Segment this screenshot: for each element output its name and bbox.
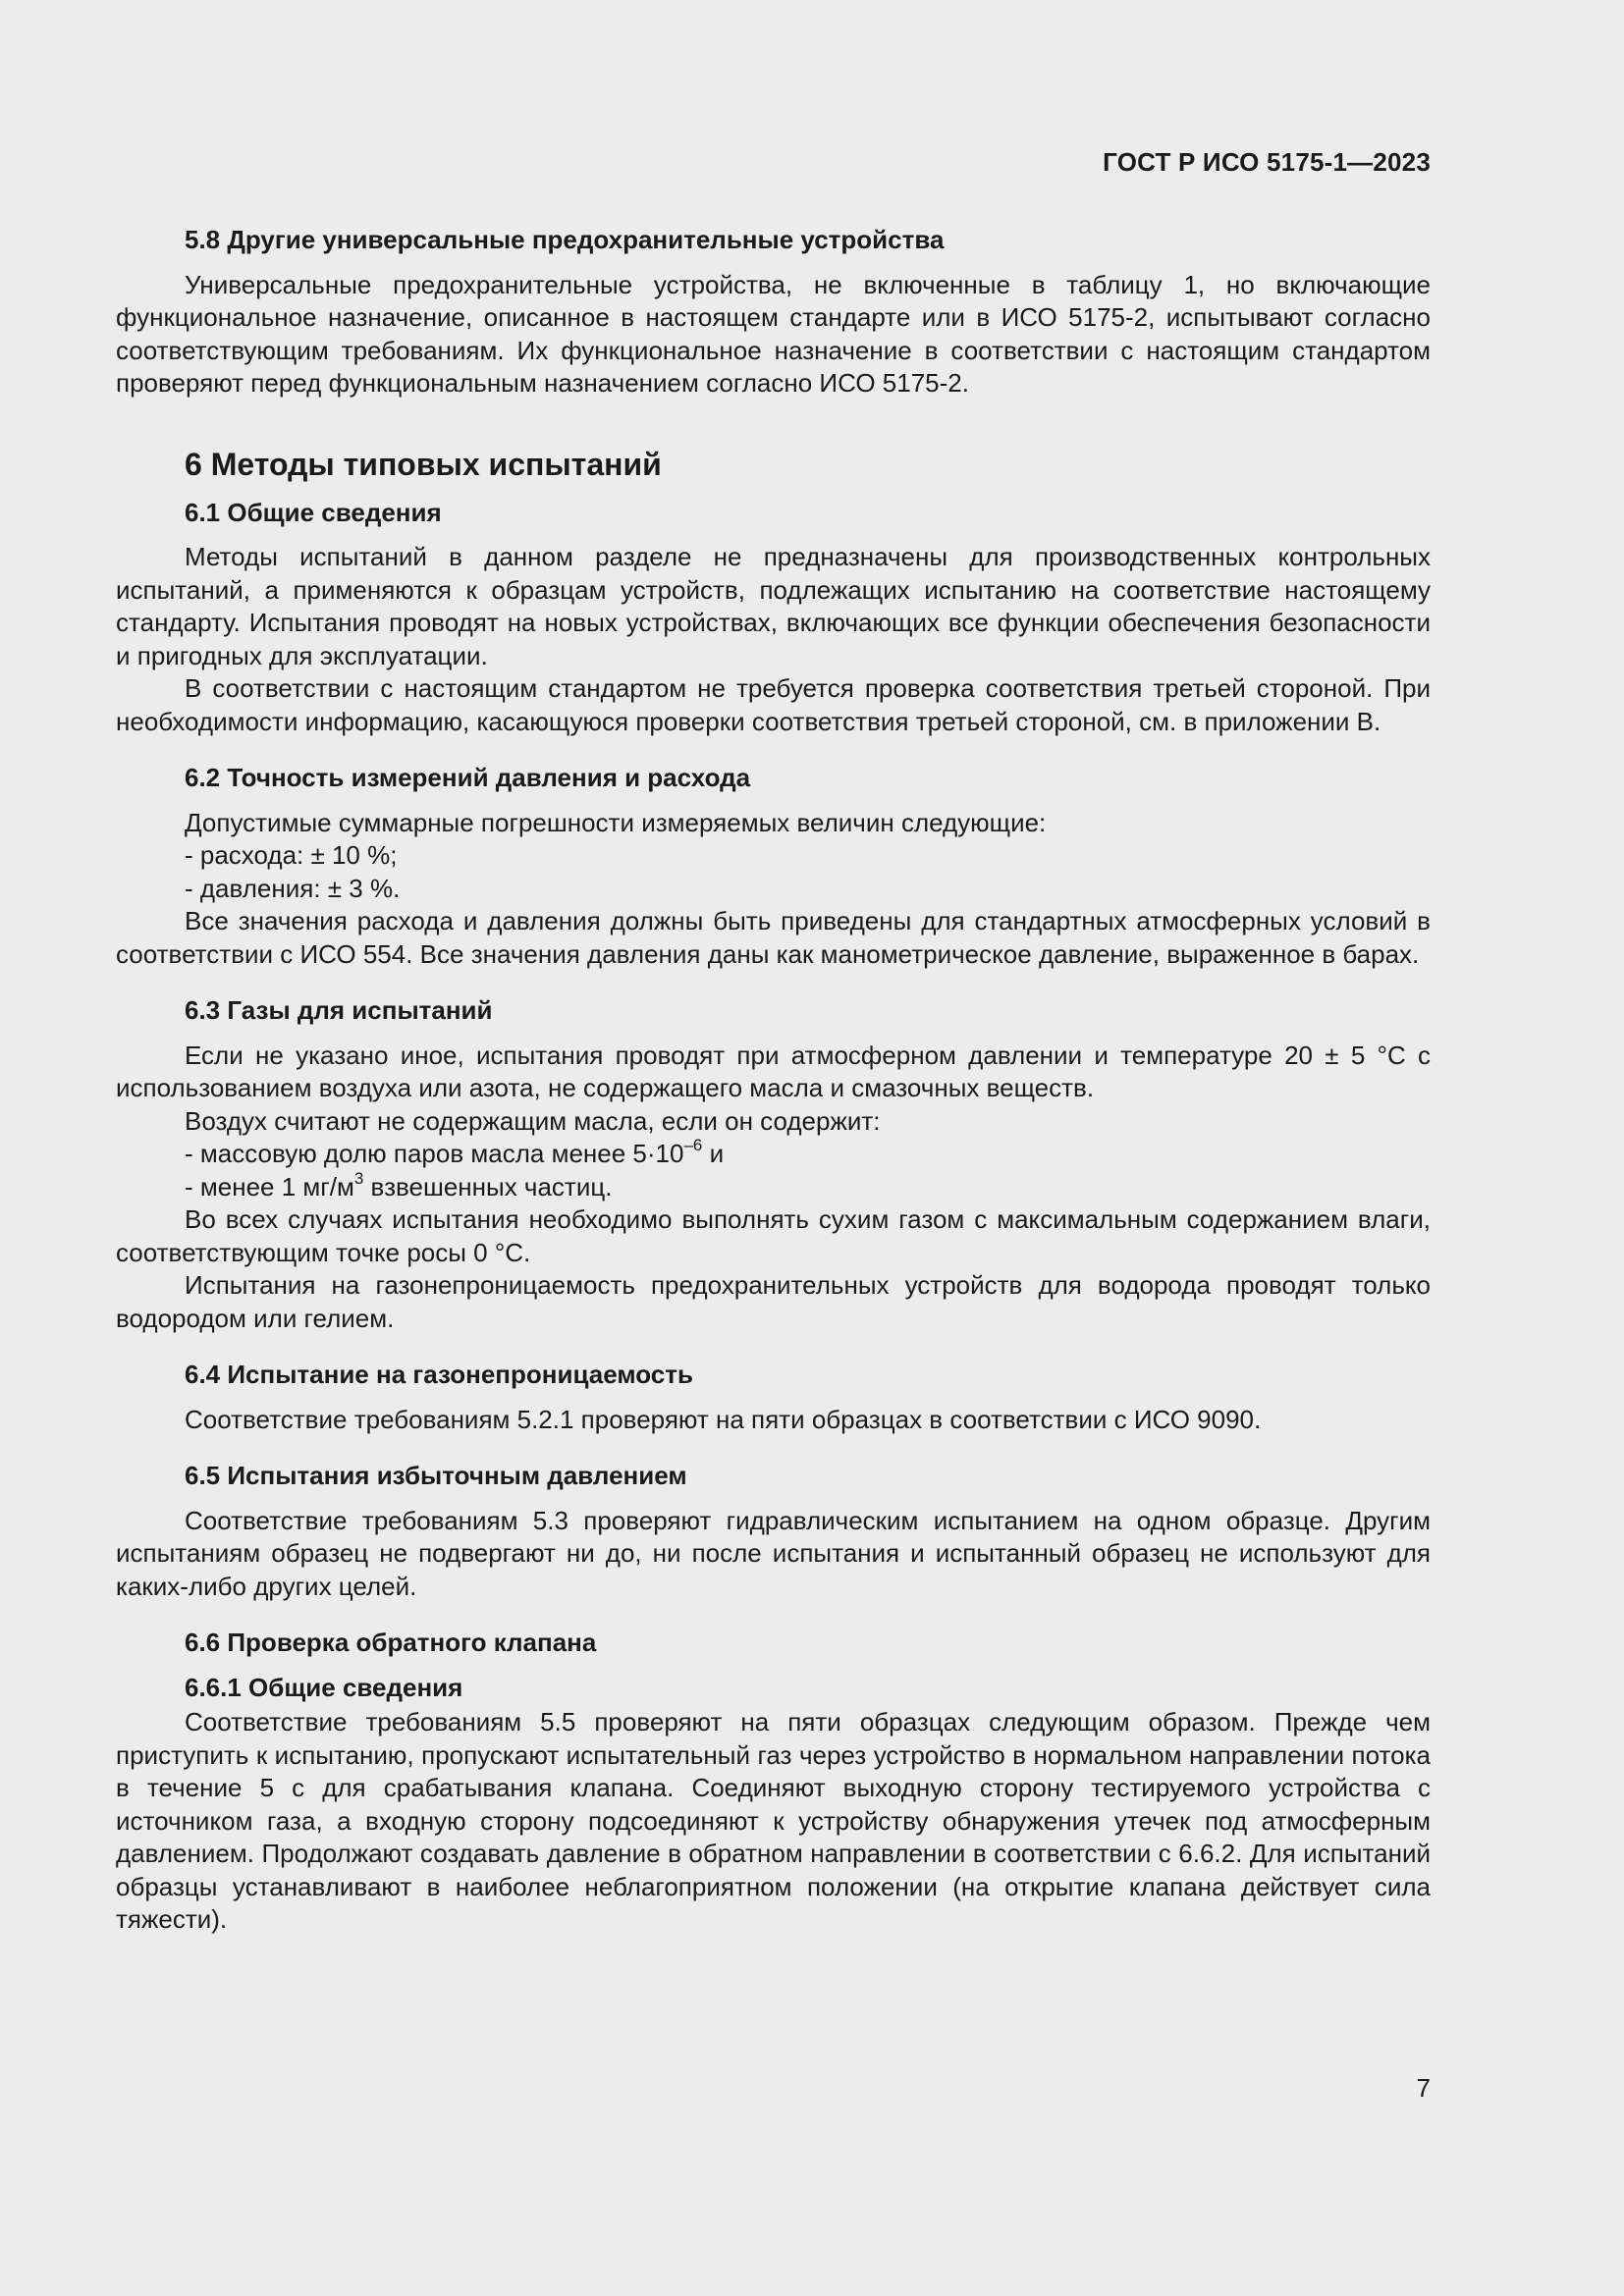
section-6-2-list-item: - расхода: ± 10 %; (185, 840, 398, 870)
section-6-3-list-item (185, 1168, 1431, 1204)
exponent: –6 (683, 1136, 703, 1155)
section-6-4-paragraph: Соответствие требованиям 5.2.1 проверяют на пяти образцах в соответствии с ИСО 9090. (185, 1404, 1262, 1434)
section-6-1-title: 6.1 Общие сведения (185, 497, 442, 527)
section-6-5-title: 6.5 Испытания избыточным давлением (185, 1461, 687, 1490)
section-6-title: 6 Методы типовых испытаний (185, 446, 662, 482)
section-6-3-paragraph-4: Испытания на газонепроницаемость предохранительных устройств для водорода проводят только водородом или гелием. (116, 1270, 1431, 1333)
section-6-1-paragraph-2: В соответствии с настоящим стандартом не требуется проверка соответствия третьей стороной. При необходимости информацию, касающуюся проверки соответствия третьей стороной, см. в приложении В. (116, 673, 1431, 736)
section-6-2-title: 6.2 Точность измерений давления и расхода (185, 763, 751, 792)
section-6-3-title: 6.3 Газы для испытаний (185, 995, 493, 1025)
section-5-8-paragraph: Универсальные предохранительные устройства, не включенные в таблицу 1, но включающие функциональное назначение, описанное в настоящем стандарте или в ИСО 5175-2, испытывают согласно соответствующим требованиям. Их функциональное назначение в соответствии с настоящим стандартом проверяют перед функциональным назначением согласно ИСО 5175-2. (116, 269, 1431, 398)
section-5-8-title: 5.8 Другие универсальные предохранительные устройства (185, 225, 945, 254)
document-header: ГОСТ Р ИСО 5175-1—2023 (1103, 147, 1431, 177)
section-6-3-paragraph-2: Воздух считают не содержащим масла, если он содержит: (185, 1105, 881, 1136)
section-6-3-paragraph-1: Если не указано иное, испытания проводят при атмосферном давлении и температуре 20 ± 5 °С с использованием воздуха или азота, не содержащего масла и смазочных веществ. (116, 1040, 1431, 1102)
oil-vapor-text-end: и (702, 1139, 725, 1168)
document-body (116, 224, 1431, 1937)
section-6-2-paragraph-2: Все значения расхода и давления должны быть приведены для стандартных атмосферных условий в соответствии с ИСО 554. Все значения давления даны как манометрическое давление, выраженное в барах. (116, 906, 1431, 969)
oil-vapor-text: - массовую долю паров масла менее 5·10 (185, 1139, 684, 1168)
section-6-4-title: 6.4 Испытание на газонепроницаемость (185, 1360, 693, 1389)
section-6-2-paragraph-1: Допустимые суммарные погрешности измеряемых величин следующие: (185, 807, 1047, 837)
particles-text-end: взвешенных частиц. (363, 1171, 613, 1201)
section-6-6-1-title: 6.6.1 Общие сведения (185, 1672, 463, 1702)
page-number: 7 (1416, 2073, 1431, 2103)
exponent: 3 (353, 1168, 364, 1188)
section-6-6-title: 6.6 Проверка обратного клапана (185, 1628, 597, 1657)
section-6-3-paragraph-3: Во всех случаях испытания необходимо выполнять сухим газом с максимальным содержанием влаги, соответствующим точке росы 0 °С. (116, 1204, 1431, 1267)
section-6-1-paragraph-1: Методы испытаний в данном разделе не предназначены для производственных контрольных испытаний, а применяются к образцам устройств, подлежащих испытанию на соответствие настоящему стандарту. Испытания проводят на новых устройствах, включающих все функции обеспечения безопасности и пригодных для эксплуатации. (116, 542, 1431, 670)
section-6-2-list-item: - давления: ± 3 %. (185, 873, 401, 903)
section-6-6-1-paragraph: Соответствие требованиям 5.5 проверяют на пяти образцах следующим образом. Прежде чем приступить к испытанию, пропускают испытательный газ через устройство в нормальном направлении потока в течение 5 с для срабатывания клапана. Соединяют выходную сторону тестируемого устройства с источником газа, а входную сторону подсоединяют к устройству обнаружения утечек под атмосферным давлением. Продолжают создавать давление в обратном направлении в соответствии с 6.6.2. Для испытаний образцы устанавливают в наиболее неблагоприятном положении (на открытие клапана действует сила тяжести). (116, 1707, 1431, 1934)
particles-text: - менее 1 мг/м (185, 1171, 354, 1201)
section-6-3-list-item (185, 1138, 1431, 1171)
section-6-5-paragraph: Соответствие требованиям 5.3 проверяют гидравлическим испытанием на одном образце. Другим испытаниям образец не подвергают ни до, ни после испытания и испытанный образец не используют для каких-либо других целей. (116, 1505, 1431, 1601)
